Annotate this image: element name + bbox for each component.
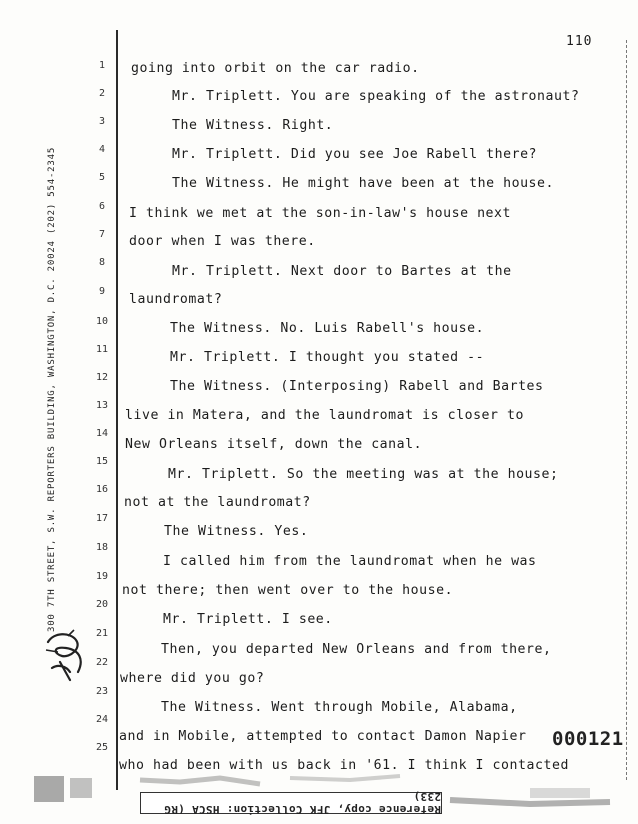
line-number: 16 (95, 484, 109, 495)
line-number: 15 (95, 456, 109, 467)
line-number: 13 (95, 400, 109, 411)
line-number: 24 (95, 714, 109, 725)
line-number: 23 (95, 686, 109, 697)
line-number: 14 (95, 428, 109, 439)
reporter-address: 300 7TH STREET, S.W. REPORTERS BUILDING, WASHINGTON, D.C. 20024 (202) 554-2345 (47, 146, 57, 632)
archive-stamp-text: Reference copy, JFK Collection: HSCA (RG 233) (164, 790, 441, 816)
transcript-line: Then, you departed New Orleans and from there, (161, 642, 552, 657)
left-margin-rule (116, 30, 118, 790)
transcript-line: who had been with us back in '61. I think I contacted (119, 758, 569, 773)
transcript-line: laundromat? (129, 292, 223, 307)
line-number: 9 (98, 286, 106, 297)
right-margin-rule (626, 40, 627, 780)
transcript-line: The Witness. Yes. (164, 524, 309, 539)
transcript-line: The Witness. No. Luis Rabell's house. (170, 321, 485, 336)
transcript-line: Mr. Triplett. You are speaking of the astronaut? (172, 89, 580, 104)
line-number: 3 (98, 116, 106, 127)
transcript-line: Mr. Triplett. I see. (163, 612, 333, 627)
line-number: 8 (98, 257, 106, 268)
line-number: 20 (95, 599, 109, 610)
transcript-line: I think we met at the son-in-law's house next (129, 206, 512, 221)
transcript-line: The Witness. Went through Mobile, Alabama, (161, 700, 518, 715)
handwritten-scribble-icon (40, 628, 90, 686)
line-number: 7 (98, 229, 106, 240)
transcript-line: not at the laundromat? (124, 495, 311, 510)
transcript-line: Mr. Triplett. So the meeting was at the house; (168, 467, 559, 482)
transcript-line: and in Mobile, attempted to contact Damon Napier (119, 729, 527, 744)
document-id: 000121 (552, 728, 624, 750)
transcript-line: door when I was there. (129, 234, 316, 249)
line-number: 1 (98, 60, 106, 71)
transcript-line: The Witness. (Interposing) Rabell and Bartes (170, 379, 544, 394)
transcript-line: live in Matera, and the laundromat is closer to (125, 408, 525, 423)
line-number: 17 (95, 513, 109, 524)
line-number: 21 (95, 628, 109, 639)
line-number: 25 (95, 742, 109, 753)
line-number: 4 (98, 144, 106, 155)
transcript-line: not there; then went over to the house. (122, 583, 454, 598)
line-number: 6 (98, 201, 106, 212)
line-number: 5 (98, 172, 106, 183)
line-number: 2 (98, 88, 106, 99)
transcript-line: The Witness. Right. (172, 118, 334, 133)
page-number: 110 (566, 34, 593, 49)
transcript-line: I called him from the laundromat when he was (163, 554, 537, 569)
line-number: 12 (95, 372, 109, 383)
transcript-line: Mr. Triplett. I thought you stated -- (170, 350, 485, 365)
transcript-line: going into orbit on the car radio. (131, 61, 420, 76)
transcript-line: The Witness. He might have been at the house. (172, 176, 555, 191)
archive-stamp (140, 792, 442, 814)
transcript-line: New Orleans itself, down the canal. (125, 437, 423, 452)
line-number: 18 (95, 542, 109, 553)
line-number: 22 (95, 657, 109, 668)
line-number: 10 (95, 316, 109, 327)
transcript-line: where did you go? (120, 671, 265, 686)
line-number: 19 (95, 571, 109, 582)
transcript-line: Mr. Triplett. Next door to Bartes at the (172, 264, 512, 279)
line-number: 11 (95, 344, 109, 355)
transcript-line: Mr. Triplett. Did you see Joe Rabell there? (172, 147, 538, 162)
